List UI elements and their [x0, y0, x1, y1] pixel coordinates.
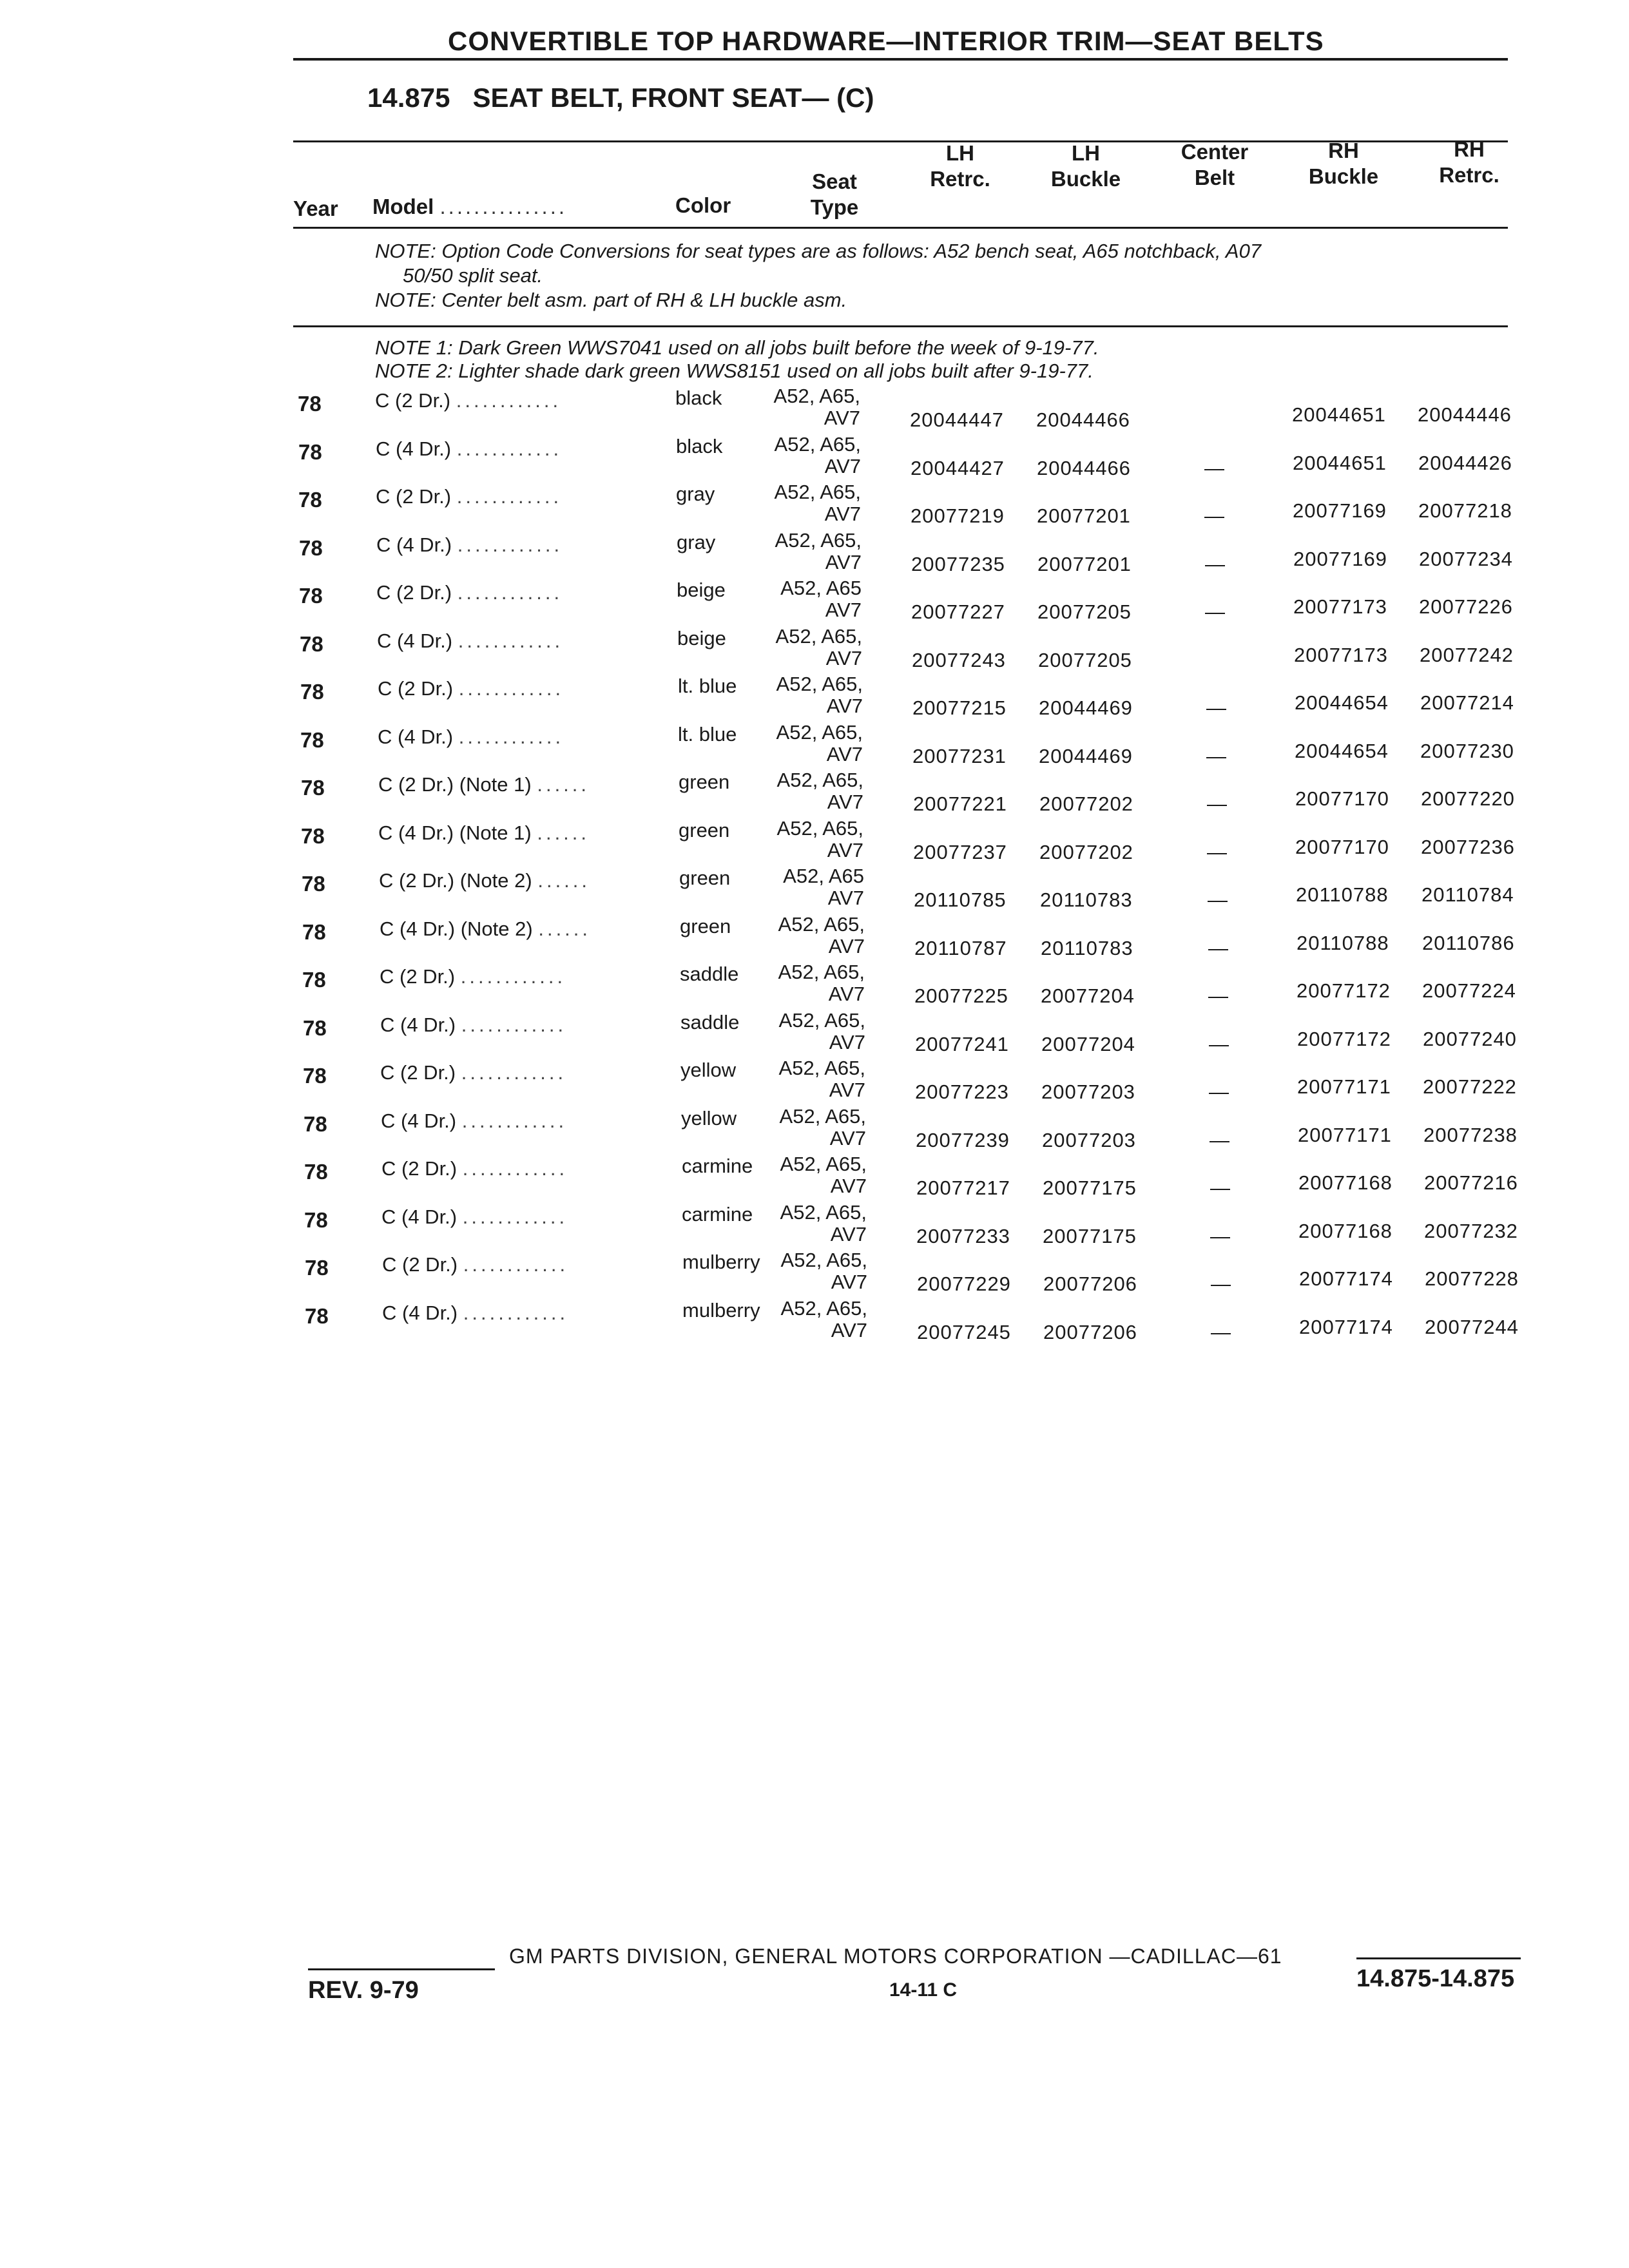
row-lh-retrc: 20110785	[914, 889, 1007, 911]
header-seat-type-line2: Type	[810, 195, 859, 219]
row-model	[382, 1253, 568, 1276]
row-model-dots: ......	[537, 822, 590, 844]
row-rh-retrc: 20044446	[1418, 403, 1512, 426]
notes-rule	[293, 325, 1508, 327]
footer-division: GM PARTS DIVISION, GENERAL MOTORS CORPORATION —CADILLAC—61	[509, 1945, 1282, 1968]
row-model-label: C (4 Dr.)	[376, 437, 452, 460]
row-seat-type-line2: AV7	[827, 887, 864, 909]
row-lh-buckle: 20077204	[1041, 1033, 1135, 1055]
row-rh-buckle: 20077174	[1299, 1267, 1393, 1290]
row-lh-buckle: 20044469	[1039, 745, 1133, 767]
header-lh-buckle	[1041, 140, 1131, 192]
note-2: NOTE 2: Lighter shade dark green WWS8151 used on all jobs built after 9-19-77.	[375, 360, 1094, 382]
row-rh-retrc: 20077240	[1423, 1028, 1517, 1050]
row-seat-type-line2: AV7	[824, 503, 861, 525]
row-seat-type-line1: A52, A65,	[776, 769, 863, 791]
row-model-dots: ............	[462, 1206, 568, 1228]
header-model-dots: ...............	[439, 195, 568, 218]
row-center: —	[1204, 457, 1224, 479]
row-model-label: C (2 Dr.)	[381, 1157, 458, 1180]
row-seat-type	[771, 914, 865, 957]
row-model-dots: ............	[457, 581, 563, 604]
row-model	[375, 389, 561, 412]
header-lh-retrc-line1: LH	[946, 141, 974, 165]
row-seat-type-line1: A52, A65,	[780, 1201, 867, 1224]
row-model-dots: ............	[462, 1157, 568, 1180]
row-model-label: C (2 Dr.)	[380, 965, 456, 988]
row-model	[377, 629, 563, 653]
row-color: yellow	[681, 1107, 737, 1129]
row-model-label: C (4 Dr.)	[376, 533, 452, 556]
row-color: mulberry	[682, 1299, 760, 1321]
row-model-dots: ............	[457, 533, 563, 556]
row-color: green	[679, 819, 730, 841]
row-seat-type	[767, 434, 861, 477]
row-seat-type-line2: AV7	[824, 407, 860, 429]
row-lh-retrc: 20077219	[911, 505, 1005, 527]
header-year: Year	[293, 197, 338, 220]
row-model-label: C (2 Dr.)	[382, 1253, 458, 1276]
row-seat-type-line1: A52, A65,	[778, 961, 865, 983]
header-lh-buckle-line2: Buckle	[1050, 167, 1121, 191]
row-model-dots: ............	[461, 1061, 567, 1084]
row-rh-buckle: 20110788	[1296, 932, 1389, 954]
row-model-dots: ......	[538, 918, 592, 940]
row-center: —	[1204, 505, 1224, 527]
row-center: —	[1210, 1129, 1229, 1151]
row-year: 78	[300, 632, 323, 656]
row-seat-type-line1: A52, A65,	[778, 913, 865, 936]
row-model	[378, 726, 564, 749]
row-model-dots: ............	[461, 1110, 568, 1132]
row-model-dots: ......	[537, 869, 591, 892]
row-rh-retrc: 20077222	[1423, 1075, 1517, 1098]
row-seat-type	[768, 530, 862, 573]
row-color: saddle	[680, 1011, 740, 1033]
row-lh-retrc: 20044427	[911, 457, 1005, 479]
row-year: 78	[305, 1256, 329, 1280]
row-lh-buckle: 20077203	[1042, 1129, 1136, 1151]
row-seat-type-line1: A52, A65,	[778, 1009, 865, 1032]
row-lh-retrc: 20077235	[911, 553, 1005, 575]
row-lh-buckle: 20077206	[1043, 1273, 1137, 1295]
row-center: —	[1206, 697, 1226, 719]
row-center: —	[1209, 1033, 1229, 1055]
row-lh-retrc: 20044447	[910, 408, 1004, 431]
row-year: 78	[304, 1112, 327, 1136]
row-rh-buckle: 20044654	[1295, 740, 1389, 762]
note-option-codes: NOTE: Option Code Conversions for seat types are as follows: A52 bench seat, A65 notchback, A07	[375, 240, 1262, 262]
row-rh-buckle: 20077171	[1298, 1124, 1392, 1146]
row-seat-type-line2: AV7	[828, 983, 865, 1005]
row-seat-type	[773, 1202, 867, 1245]
row-seat-type-line1: A52, A65,	[780, 1297, 867, 1320]
row-center: —	[1205, 553, 1225, 575]
row-year: 78	[302, 968, 326, 992]
row-seat-type-line2: AV7	[825, 599, 862, 621]
row-lh-retrc: 20077233	[916, 1225, 1010, 1247]
row-rh-retrc: 20077244	[1425, 1316, 1519, 1338]
row-model-label: C (4 Dr.)	[381, 1206, 458, 1228]
row-center: —	[1208, 889, 1228, 911]
row-model-label: C (2 Dr.)	[376, 485, 452, 508]
row-rh-retrc: 20077238	[1423, 1124, 1518, 1146]
row-year: 78	[298, 440, 322, 464]
row-color: green	[680, 915, 731, 937]
row-seat-type	[769, 673, 863, 717]
row-lh-buckle: 20077203	[1041, 1081, 1135, 1103]
row-center: —	[1207, 793, 1227, 815]
row-center: —	[1211, 1321, 1231, 1343]
header-center-belt-line1: Center	[1181, 140, 1249, 164]
header-color: Color	[675, 193, 731, 217]
footer-range: 14.875-14.875	[1356, 1965, 1515, 1992]
row-lh-buckle: 20044466	[1036, 408, 1130, 431]
header-lh-retrc	[915, 140, 1005, 192]
section-title: 14.875 SEAT BELT, FRONT SEAT— (C)	[367, 82, 874, 113]
header-bottom-rule	[293, 227, 1508, 229]
row-color: gray	[677, 531, 716, 553]
header-model-label: Model	[372, 195, 434, 218]
row-seat-type-line2: AV7	[829, 1031, 865, 1053]
row-model	[376, 437, 562, 461]
row-color: carmine	[682, 1155, 753, 1177]
row-model	[381, 1110, 567, 1133]
row-seat-type	[768, 577, 862, 621]
row-color: beige	[677, 579, 726, 601]
row-rh-buckle: 20077172	[1296, 979, 1391, 1002]
row-lh-retrc: 20077225	[914, 985, 1008, 1007]
row-seat-type	[774, 1298, 867, 1341]
row-color: mulberry	[682, 1251, 760, 1273]
row-seat-type-line2: AV7	[828, 935, 865, 957]
row-color: green	[679, 867, 731, 889]
row-color: black	[676, 435, 723, 457]
row-lh-buckle: 20077175	[1043, 1177, 1137, 1199]
note-option-codes-cont: 50/50 split seat.	[403, 264, 543, 287]
row-seat-type-line1: A52, A65,	[776, 673, 863, 695]
row-rh-retrc: 20077220	[1421, 787, 1515, 810]
row-model	[378, 677, 564, 700]
row-seat-type-line1: A52, A65,	[774, 433, 861, 456]
row-seat-type	[771, 961, 865, 1005]
row-seat-type-line2: AV7	[830, 1223, 867, 1245]
row-rh-retrc: 20077230	[1420, 740, 1514, 762]
row-model-label: C (4 Dr.) (Note 1)	[378, 822, 532, 844]
row-lh-buckle: 20077201	[1037, 505, 1131, 527]
row-seat-type-line2: AV7	[826, 695, 863, 717]
row-center: —	[1210, 1177, 1230, 1199]
row-model	[382, 1302, 568, 1325]
row-seat-type	[770, 818, 863, 861]
row-year: 78	[298, 488, 322, 512]
row-seat-type-line1: A52, A65,	[779, 1105, 866, 1128]
row-model-label: C (4 Dr.)	[382, 1302, 458, 1324]
row-rh-retrc: 20077216	[1424, 1171, 1518, 1194]
row-lh-buckle: 20077204	[1041, 985, 1135, 1007]
row-seat-type-line2: AV7	[825, 647, 862, 669]
row-lh-retrc: 20077241	[915, 1033, 1009, 1055]
row-rh-buckle: 20077173	[1294, 644, 1388, 666]
header-center-belt	[1163, 139, 1266, 191]
row-seat-type-line1: A52, A65,	[776, 817, 863, 840]
row-color: beige	[677, 627, 726, 649]
row-model-dots: ............	[458, 629, 564, 652]
row-model	[380, 1061, 566, 1084]
row-rh-buckle: 20110788	[1296, 883, 1389, 906]
row-rh-buckle: 20077170	[1295, 836, 1389, 858]
row-rh-buckle: 20044651	[1292, 403, 1386, 426]
row-seat-type	[770, 769, 863, 813]
row-model	[380, 1014, 566, 1037]
row-lh-buckle: 20077201	[1037, 553, 1132, 575]
row-rh-retrc: 20077234	[1419, 548, 1513, 570]
row-seat-type	[773, 1106, 866, 1149]
row-seat-type-line2: AV7	[830, 1175, 867, 1197]
row-model	[379, 869, 590, 892]
header-model	[372, 195, 567, 219]
row-rh-buckle: 20077168	[1298, 1171, 1393, 1194]
row-seat-type-line1: A52, A65,	[778, 1057, 865, 1079]
row-rh-buckle: 20044654	[1295, 691, 1389, 714]
row-seat-type-line2: AV7	[824, 455, 861, 477]
row-model	[380, 965, 566, 988]
row-seat-type	[767, 385, 860, 429]
row-seat-type	[767, 481, 861, 525]
row-rh-retrc: 20110786	[1422, 932, 1515, 954]
row-seat-type	[771, 865, 864, 909]
row-rh-retrc: 20077224	[1422, 979, 1516, 1002]
row-seat-type-line1: A52, A65	[780, 577, 862, 599]
row-lh-retrc: 20077231	[912, 745, 1007, 767]
row-year: 78	[301, 824, 325, 848]
row-model-label: C (4 Dr.)	[381, 1110, 457, 1132]
row-model-dots: ............	[456, 437, 563, 460]
row-rh-buckle: 20077171	[1297, 1075, 1391, 1098]
row-seat-type-line2: AV7	[831, 1319, 867, 1341]
row-rh-retrc: 20077228	[1425, 1267, 1519, 1290]
row-color: lt. blue	[678, 723, 737, 745]
row-model	[381, 1206, 568, 1229]
row-rh-retrc: 20077218	[1418, 499, 1512, 522]
row-color: gray	[676, 483, 715, 505]
header-center-belt-line2: Belt	[1194, 166, 1235, 189]
row-lh-retrc: 20077221	[913, 793, 1007, 815]
footer-rule-left	[308, 1968, 495, 1970]
row-lh-buckle: 20110783	[1040, 889, 1133, 911]
row-rh-buckle: 20077169	[1293, 548, 1387, 570]
row-lh-retrc: 20077239	[916, 1129, 1010, 1151]
row-seat-type	[773, 1153, 867, 1197]
row-color: yellow	[680, 1059, 737, 1081]
row-color: saddle	[680, 963, 739, 985]
row-center: —	[1208, 985, 1228, 1007]
row-model-dots: ............	[458, 726, 564, 748]
row-year: 78	[299, 536, 323, 560]
row-rh-retrc: 20077236	[1421, 836, 1515, 858]
row-center: —	[1210, 1225, 1230, 1247]
row-lh-buckle: 20044469	[1039, 697, 1133, 719]
header-rh-buckle	[1295, 138, 1392, 189]
row-seat-type	[772, 1010, 865, 1053]
row-lh-retrc: 20077237	[913, 841, 1007, 863]
row-model-dots: ............	[458, 677, 564, 700]
row-lh-buckle: 20044466	[1037, 457, 1131, 479]
row-rh-retrc: 20110784	[1422, 883, 1514, 906]
row-rh-retrc: 20044426	[1418, 452, 1512, 474]
header-rh-retrc-line1: RH	[1454, 137, 1485, 161]
row-model-label: C (4 Dr.) (Note 2)	[380, 918, 533, 940]
row-model-label: C (2 Dr.)	[375, 389, 451, 412]
header-seat-type-line1: Seat	[812, 169, 857, 193]
row-seat-type-line2: AV7	[831, 1271, 867, 1293]
row-model	[376, 485, 562, 508]
row-model-label: C (2 Dr.) (Note 1)	[378, 773, 532, 796]
row-model	[376, 533, 563, 557]
header-rh-buckle-line1: RH	[1328, 139, 1359, 162]
row-year: 78	[300, 680, 324, 704]
row-seat-type	[769, 626, 862, 669]
row-model-dots: ............	[461, 1014, 567, 1036]
row-model-label: C (2 Dr.)	[380, 1061, 456, 1084]
row-year: 78	[303, 1064, 327, 1088]
row-year: 78	[304, 1208, 328, 1232]
row-seat-type-line1: A52, A65,	[775, 625, 862, 648]
row-seat-type-line2: AV7	[827, 791, 863, 813]
row-seat-type	[772, 1057, 865, 1101]
row-model-dots: ............	[463, 1302, 569, 1324]
row-center: —	[1206, 745, 1226, 767]
row-lh-retrc: 20077243	[912, 649, 1006, 671]
row-model-label: C (4 Dr.)	[377, 629, 453, 652]
row-seat-type-line1: A52, A65,	[780, 1153, 867, 1175]
row-seat-type-line2: AV7	[829, 1127, 866, 1149]
row-year: 78	[305, 1304, 329, 1328]
row-lh-buckle: 20077202	[1039, 841, 1133, 863]
row-seat-type-line2: AV7	[826, 743, 863, 765]
row-model	[376, 581, 563, 604]
row-year: 78	[302, 872, 325, 896]
header-rh-retrc	[1424, 137, 1514, 188]
row-seat-type	[774, 1249, 867, 1293]
row-color: carmine	[682, 1203, 753, 1225]
row-lh-retrc: 20077223	[915, 1081, 1009, 1103]
row-seat-type-line1: A52, A65	[783, 865, 864, 887]
row-model-dots: ............	[456, 485, 563, 508]
row-model-label: C (2 Dr.)	[378, 677, 454, 700]
row-seat-type-line1: A52, A65,	[775, 529, 862, 552]
row-lh-buckle: 20077206	[1043, 1321, 1137, 1343]
title-rule	[293, 58, 1508, 61]
row-model	[378, 773, 590, 796]
row-center: —	[1208, 937, 1228, 959]
row-color: black	[675, 387, 722, 409]
row-center: —	[1207, 841, 1227, 863]
row-seat-type-line2: AV7	[827, 839, 863, 861]
header-rh-buckle-line2: Buckle	[1308, 164, 1379, 188]
row-center: —	[1205, 601, 1225, 623]
row-seat-type-line1: A52, A65,	[774, 481, 861, 503]
row-model	[381, 1157, 568, 1180]
row-year: 78	[303, 1016, 327, 1040]
row-lh-retrc: 20110787	[914, 937, 1007, 959]
note-center-belt: NOTE: Center belt asm. part of RH & LH buckle asm.	[375, 289, 847, 311]
row-year: 78	[298, 392, 322, 416]
row-color: lt. blue	[678, 675, 737, 697]
note-1: NOTE 1: Dark Green WWS7041 used on all jobs built before the week of 9-19-77.	[375, 336, 1099, 359]
row-year: 78	[302, 920, 326, 944]
row-rh-retrc: 20077242	[1420, 644, 1514, 666]
row-lh-retrc: 20077227	[911, 601, 1005, 623]
row-rh-buckle: 20077173	[1293, 595, 1387, 618]
row-color: green	[679, 771, 730, 793]
row-year: 78	[301, 776, 325, 800]
row-year: 78	[299, 584, 323, 608]
row-lh-retrc: 20077217	[916, 1177, 1010, 1199]
row-model-label: C (4 Dr.)	[378, 726, 454, 748]
row-rh-buckle: 20077172	[1297, 1028, 1391, 1050]
row-rh-buckle: 20044651	[1293, 452, 1387, 474]
row-lh-retrc: 20077245	[917, 1321, 1011, 1343]
header-lh-buckle-line1: LH	[1072, 141, 1100, 165]
row-model-dots: ............	[463, 1253, 569, 1276]
row-model	[378, 822, 590, 845]
row-lh-buckle: 20077175	[1043, 1225, 1137, 1247]
row-model-label: C (2 Dr.)	[376, 581, 452, 604]
row-lh-buckle: 20077205	[1037, 601, 1132, 623]
footer-rev: REV. 9-79	[308, 1977, 419, 2004]
row-model-label: C (4 Dr.)	[380, 1014, 456, 1036]
row-center: —	[1211, 1273, 1231, 1295]
row-model-dots: ............	[456, 389, 562, 412]
row-seat-type-line1: A52, A65,	[780, 1249, 867, 1271]
row-model-dots: ............	[460, 965, 566, 988]
header-rh-retrc-line2: Retrc.	[1439, 163, 1499, 187]
row-rh-buckle: 20077174	[1299, 1316, 1393, 1338]
row-lh-buckle: 20077205	[1038, 649, 1132, 671]
page-title: CONVERTIBLE TOP HARDWARE—INTERIOR TRIM—SEAT BELTS	[448, 26, 1324, 56]
row-year: 78	[300, 728, 324, 752]
row-model-dots: ......	[537, 773, 590, 796]
row-seat-type-line2: AV7	[825, 551, 862, 573]
row-rh-buckle: 20077170	[1295, 787, 1389, 810]
row-rh-retrc: 20077214	[1420, 691, 1514, 714]
footer-rule-right	[1356, 1957, 1521, 1959]
header-lh-retrc-line2: Retrc.	[930, 167, 990, 191]
row-rh-buckle: 20077169	[1293, 499, 1387, 522]
row-lh-buckle: 20077202	[1039, 793, 1133, 815]
row-seat-type-line1: A52, A65,	[776, 721, 863, 744]
row-rh-retrc: 20077226	[1419, 595, 1513, 618]
footer-page-code: 14-11 C	[889, 1979, 958, 2001]
row-seat-type-line2: AV7	[829, 1079, 865, 1101]
row-seat-type	[769, 722, 863, 765]
row-year: 78	[304, 1160, 328, 1184]
row-model-label: C (2 Dr.) (Note 2)	[379, 869, 532, 892]
row-seat-type-line1: A52, A65,	[773, 385, 860, 407]
row-rh-buckle: 20077168	[1298, 1220, 1393, 1242]
row-model	[380, 918, 591, 941]
row-rh-retrc: 20077232	[1424, 1220, 1518, 1242]
row-center: —	[1209, 1081, 1229, 1103]
header-seat-type	[793, 169, 876, 220]
row-lh-retrc: 20077215	[912, 697, 1007, 719]
row-lh-retrc: 20077229	[917, 1273, 1011, 1295]
row-lh-buckle: 20110783	[1041, 937, 1133, 959]
